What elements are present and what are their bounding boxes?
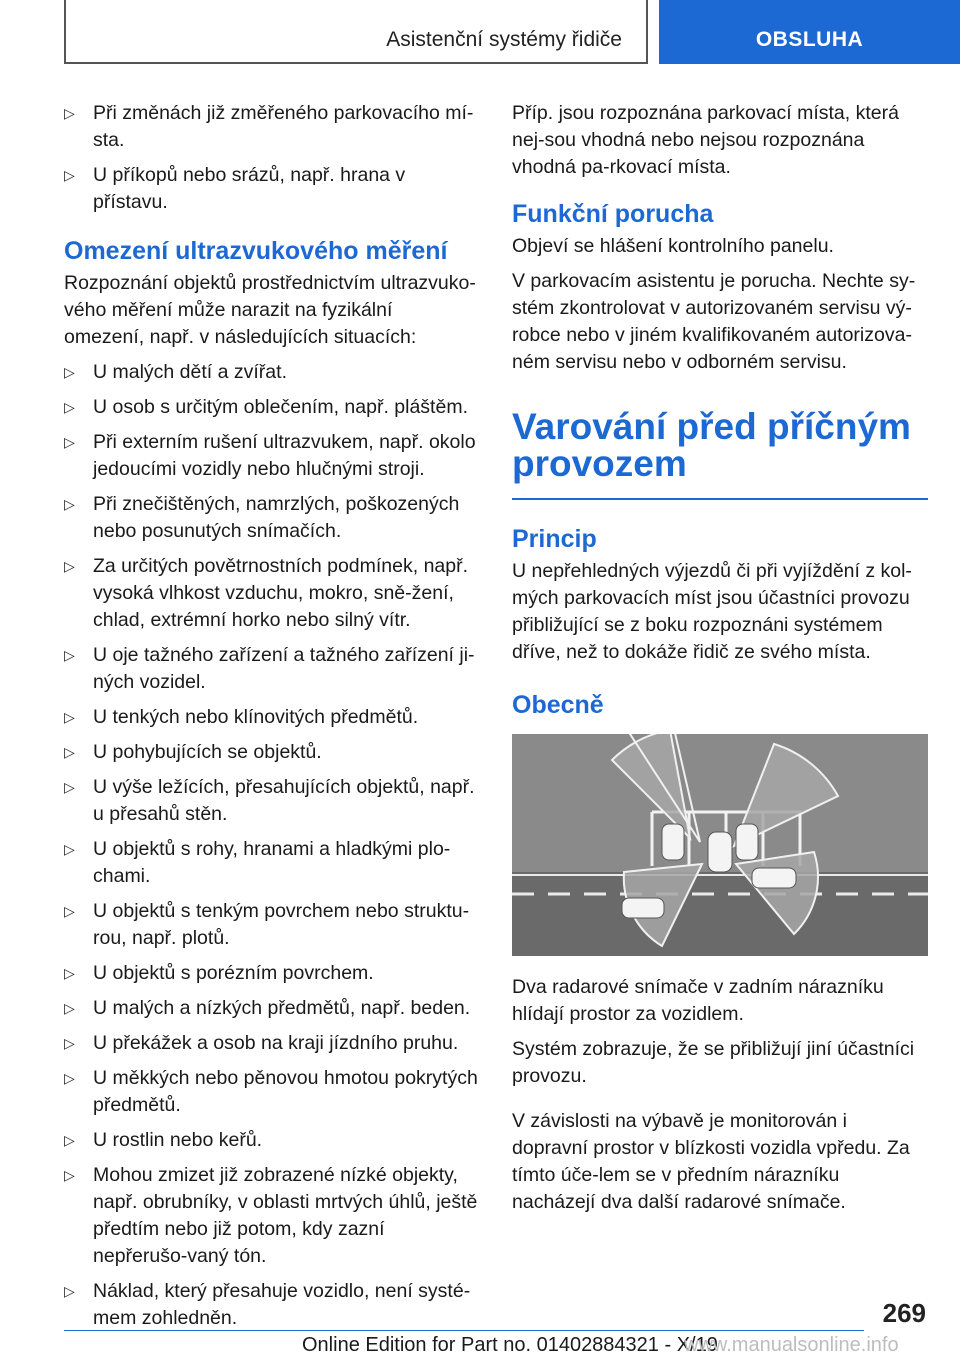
malfunction-paragraph: V parkovacím asistentu je porucha. Nechte sy-stém zkontrolovat v autorizovaném servisu vý-robce nebo v jiném kvalifikovaném autorizova-ném servisu nebo v odborném servisu. — [512, 270, 916, 373]
section-heading-limits: Omezení ultrazvukového měření — [64, 237, 448, 265]
left-column — [64, 100, 478, 1340]
list-item — [64, 1278, 478, 1332]
triangle-bullet-icon: ▷ — [64, 709, 75, 725]
footer-divider — [64, 1330, 864, 1331]
chapter-tab-label: OBSLUHA — [755, 28, 864, 51]
section-heading-principle: Princip — [512, 525, 597, 553]
section-title: Asistenční systémy řidiče — [386, 28, 622, 51]
chapter-tab[interactable] — [659, 0, 960, 64]
triangle-bullet-icon: ▷ — [64, 399, 75, 415]
list-item-text: U měkkých nebo pěnovou hmotou pokrytých předmětů. — [93, 1067, 478, 1116]
triangle-bullet-icon: ▷ — [64, 744, 75, 760]
list-item-text: U objektů s tenkým povrchem nebo struktu-rou, např. plotů. — [93, 900, 470, 949]
list-item-text: Mohou zmizet již zobrazené nízké objekty, např. obrubníky, v oblasti mrtvých úhlů, ještě předtím nebo již potom, kdy zazní nepřerušo-vaný tón. — [93, 1164, 478, 1267]
triangle-bullet-icon: ▷ — [64, 1035, 75, 1051]
list-item — [64, 995, 478, 1022]
chapter-heading-line: provozem — [512, 443, 687, 484]
triangle-bullet-icon: ▷ — [64, 1070, 75, 1086]
header-frame — [64, 0, 648, 64]
list-item-text: U malých dětí a zvířat. — [93, 361, 287, 383]
triangle-bullet-icon: ▷ — [64, 779, 75, 795]
limits-paragraph: Rozpoznání objektů prostřednictvím ultrazvuko-vého měření může narazit na fyzikální omezení, např. v následujících situacích: — [64, 272, 476, 348]
triangle-bullet-icon: ▷ — [64, 1283, 75, 1299]
triangle-bullet-icon: ▷ — [64, 496, 75, 512]
watermark: www.manualsonline.info — [684, 1334, 899, 1356]
list-item-text: U příkopů nebo srázů, např. hrana v přístavu. — [93, 164, 406, 213]
list-item — [64, 394, 478, 421]
list-item-text: Náklad, který přesahuje vozidlo, není systé-mem zohledněn. — [93, 1280, 471, 1329]
list-item-text: U překážek a osob na kraji jízdního pruhu. — [93, 1032, 459, 1054]
list-item — [64, 739, 478, 766]
list-item-text: U tenkých nebo klínovitých předmětů. — [93, 706, 419, 728]
list-item-text: Při znečištěných, namrzlých, poškozených nebo posunutých snímačích. — [93, 493, 460, 542]
list-item — [64, 1162, 478, 1270]
list-item — [64, 1127, 478, 1154]
triangle-bullet-icon: ▷ — [64, 965, 75, 981]
footer-edition: Online Edition for Part no. 01402884321 - X/19 — [302, 1334, 718, 1356]
triangle-bullet-icon: ▷ — [64, 647, 75, 663]
list-item — [64, 836, 478, 890]
list-item-text: U malých a nízkých předmětů, např. beden. — [93, 997, 471, 1019]
triangle-bullet-icon: ▷ — [64, 167, 75, 183]
list-item — [64, 491, 478, 545]
cross-traffic-radar-illustration — [512, 734, 928, 956]
list-item — [64, 704, 478, 731]
list-item-text: Při externím rušení ultrazvukem, např. okolo jedoucími vozidly nebo hlučnými stroji. — [93, 431, 476, 480]
list-item — [64, 359, 478, 386]
triangle-bullet-icon: ▷ — [64, 364, 75, 380]
malfunction-paragraph: Objeví se hlášení kontrolního panelu. — [512, 235, 834, 257]
list-item — [64, 100, 478, 154]
section-heading-general: Obecně — [512, 691, 604, 719]
general-paragraph: Dva radarové snímače v zadním nárazníku hlídají prostor za vozidlem. — [512, 976, 884, 1025]
limits-bullet-list — [64, 359, 478, 1332]
list-item — [64, 898, 478, 952]
list-item-text: U osob s určitým oblečením, např. pláštěm. — [93, 396, 468, 418]
list-item-text: U pohybujících se objektů. — [93, 741, 322, 763]
list-item-text: U objektů s porézním povrchem. — [93, 962, 374, 984]
list-item — [64, 774, 478, 828]
section-heading-malfunction: Funkční porucha — [512, 200, 714, 228]
triangle-bullet-icon: ▷ — [64, 105, 75, 121]
list-item-text: U objektů s rohy, hranami a hladkými plo-chami. — [93, 838, 451, 887]
triangle-bullet-icon: ▷ — [64, 841, 75, 857]
page-number: 269 — [882, 1298, 926, 1328]
chapter-heading — [512, 408, 928, 482]
list-item-text: U rostlin nebo keřů. — [93, 1129, 263, 1151]
parking-spaces-paragraph: Příp. jsou rozpoznána parkovací místa, která nej-sou vhodná nebo nejsou rozpoznána vhodná pa-rkovací místa. — [512, 102, 899, 178]
triangle-bullet-icon: ▷ — [64, 1000, 75, 1016]
list-item — [64, 642, 478, 696]
list-item — [64, 429, 478, 483]
triangle-bullet-icon: ▷ — [64, 903, 75, 919]
intro-bullet-list — [64, 100, 478, 216]
chapter-heading-line: Varování před příčným — [512, 406, 911, 447]
principle-paragraph: U nepřehledných výjezdů či při vyjíždění z kol-mých parkovacích míst jsou účastníci provozu přibližující se z boku rozpoznáni systémem dříve, než to dokáže řidič ze svého místa. — [512, 560, 912, 663]
list-item — [64, 162, 478, 216]
list-item — [64, 553, 478, 634]
triangle-bullet-icon: ▷ — [64, 558, 75, 574]
list-item — [64, 1065, 478, 1119]
right-column — [512, 100, 928, 1224]
list-item-text: U výše ležících, přesahujících objektů, např. u přesahů stěn. — [93, 776, 475, 825]
list-item-text: Při změnách již změřeného parkovacího mí-sta. — [93, 102, 474, 151]
triangle-bullet-icon: ▷ — [64, 1167, 75, 1183]
list-item — [64, 960, 478, 987]
triangle-bullet-icon: ▷ — [64, 434, 75, 450]
triangle-bullet-icon: ▷ — [64, 1132, 75, 1148]
list-item-text: Za určitých povětrnostních podmínek, např. vysoká vlhkost vzduchu, mokro, sně-žení, chlad, extrémní horko nebo silný vítr. — [93, 555, 469, 631]
general-paragraph: Systém zobrazuje, že se přibližují jiní účastníci provozu. — [512, 1038, 915, 1087]
general-paragraph: V závislosti na výbavě je monitorován i dopravní prostor v blízkosti vozidla vpředu. Za tímto úče-lem se v předním nárazníku nacházejí dva další radarové snímače. — [512, 1110, 910, 1213]
list-item-text: U oje tažného zařízení a tažného zařízení ji-ných vozidel. — [93, 644, 475, 693]
heading-divider — [512, 498, 928, 500]
list-item — [64, 1030, 478, 1057]
